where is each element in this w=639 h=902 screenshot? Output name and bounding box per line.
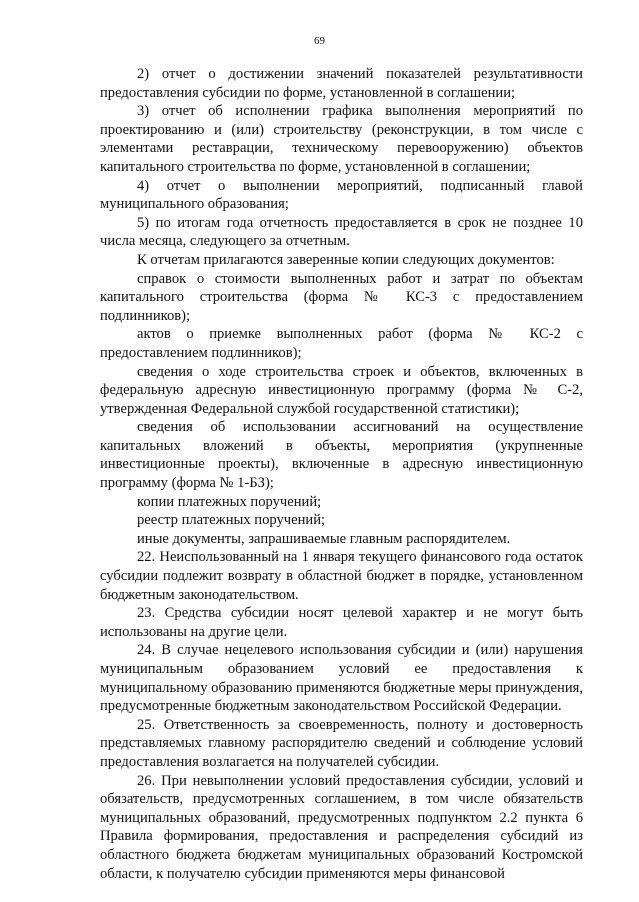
paragraph-report-measures: 4) отчет о выполнении мероприятий, подписанный главой муниципального образования; xyxy=(100,177,583,213)
paragraph-24: 24. В случае нецелевого использования субсидии и (или) нарушения муниципальным образованием условий ее предоставления к муниципальному образованию применяются бюджетные меры принуждения, предусмотренные бюджетным законодательством Российской Федерации. xyxy=(100,642,583,715)
paragraph-report-results: 2) отчет о достижении значений показателей результативности предоставления субсидии по форме, установленной в соглашении; xyxy=(100,66,583,101)
paragraph-ks3: справок о стоимости выполненных работ и затрат по объектам капитального строительства (форма № КС-3 с предоставлением подлинников); xyxy=(100,270,583,324)
paragraph-23: 23. Средства субсидии носят целевой характер и не могут быть использованы на другие цели. xyxy=(100,605,583,640)
paragraph-25: 25. Ответственность за своевременность, полноту и достоверность представляемых главному распорядителю сведений и соблюдение условий предоставления возлагается на получателей субсидии. xyxy=(100,716,583,770)
document-body xyxy=(100,65,583,883)
paragraph-22: 22. Неиспользованный на 1 января текущего финансового года остаток субсидии подлежит возврату в областной бюджет в порядке, установленном бюджетным законодательством. xyxy=(100,549,583,603)
paragraph-report-schedule: 3) отчет об исполнении графика выполнения мероприятий по проектированию и (или) строительству (реконструкции, в том числе с элементами реставрации, техническому перевооружению) объектов капитального строительства по форме, установленной в соглашении; xyxy=(100,103,583,175)
paragraph-attachments-intro: К отчетам прилагаются заверенные копии следующих документов: xyxy=(137,251,555,268)
paragraph-payment-registry: реестр платежных поручений; xyxy=(137,512,326,529)
paragraph-c2: сведения о ходе строительства строек и объектов, включенных в федеральную адресную инвестиционную программу (форма № С-2, утвержденная Федеральной службой государственной статистики); xyxy=(100,363,583,417)
page-number: 69 xyxy=(314,35,325,47)
paragraph-26: 26. При невыполнении условий предоставления субсидии, условий и обязательств, предусмотренных соглашением, в том числе обязательств муниципальных образований, предусмотренных подпунктом 2.2 пункта 6 Правила формирования, предоставления и распределения субсидий из областного бюджета бюджетам муниципальных образований Костромской области, к получателю субсидии применяются меры финансовой xyxy=(100,772,583,882)
paragraph-annual-reporting: 5) по итогам года отчетность предоставляется в срок не позднее 10 числа месяца, следующего за отчетным. xyxy=(100,214,583,250)
paragraph-other-docs: иные документы, запрашиваемые главным распорядителем. xyxy=(137,530,511,547)
paragraph-payment-copies: копии платежных поручений; xyxy=(137,493,322,510)
paragraph-ks2: актов о приемке выполненных работ (форма № КС-2 с предоставлением подлинников); xyxy=(100,326,583,361)
paragraph-1bz: сведения об использовании ассигнований на осуществление капитальных вложений в объекты, мероприятия (укрупненные инвестиционные проекты), включенные в адресную инвестиционную программу (форма № 1-БЗ); xyxy=(100,419,583,492)
